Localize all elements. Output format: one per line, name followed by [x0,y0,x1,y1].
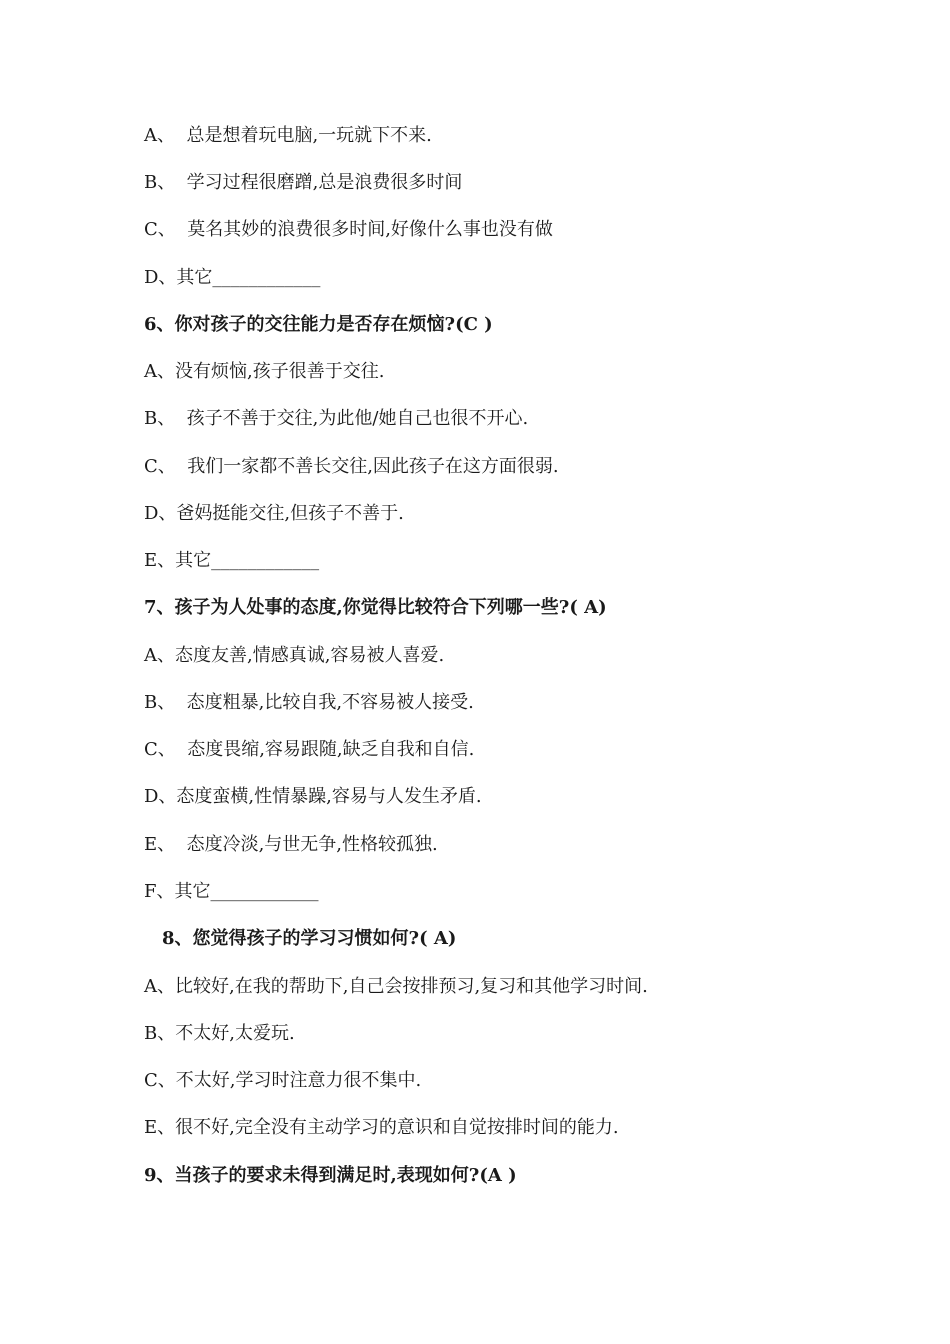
q5-option-d: D、其它____________ [144,267,321,288]
q5-option-b: B、 学习过程很磨蹭,总是浪费很多时间 [144,172,463,193]
question-9: 9、当孩子的要求未得到满足时,表现如何?(A ) [144,1165,517,1186]
q5-option-c: C、 莫名其妙的浪费很多时间,好像什么事也没有做 [144,219,553,240]
q6-option-b: B、 孩子不善于交往,为此他/她自己也很不开心. [144,408,529,429]
q7-option-b: B、 态度粗暴,比较自我,不容易被人接受. [144,692,474,713]
q6-option-e: E、其它____________ [144,550,320,571]
question-6: 6、你对孩子的交往能力是否存在烦恼?(C ) [144,314,493,335]
q8-option-e: E、很不好,完全没有主动学习的意识和自觉按排时间的能力. [144,1117,619,1138]
q6-option-a: A、没有烦恼,孩子很善于交往. [144,361,385,382]
q7-option-e: E、 态度冷淡,与世无争,性格较孤独. [144,834,438,855]
q8-option-b: B、不太好,太爱玩. [144,1023,295,1044]
q6-option-d: D、爸妈挺能交往,但孩子不善于. [144,503,404,524]
q7-option-f: F、其它____________ [144,881,319,902]
q7-option-a: A、态度友善,情感真诚,容易被人喜爱. [144,645,445,666]
question-8: 8、您觉得孩子的学习习惯如何?( A) [162,928,457,949]
q7-option-c: C、 态度畏缩,容易跟随,缺乏自我和自信. [144,739,475,760]
q8-option-a: A、比较好,在我的帮助下,自己会按排预习,复习和其他学习时间. [144,976,648,997]
q6-option-c: C、 我们一家都不善长交往,因此孩子在这方面很弱. [144,456,559,477]
q7-option-d: D、态度蛮横,性情暴躁,容易与人发生矛盾. [144,786,482,807]
q5-option-a: A、 总是想着玩电脑,一玩就下不来. [144,125,432,146]
q8-option-c: C、不太好,学习时注意力很不集中. [144,1070,422,1091]
question-7: 7、孩子为人处事的态度,你觉得比较符合下列哪一些?( A) [144,597,607,618]
